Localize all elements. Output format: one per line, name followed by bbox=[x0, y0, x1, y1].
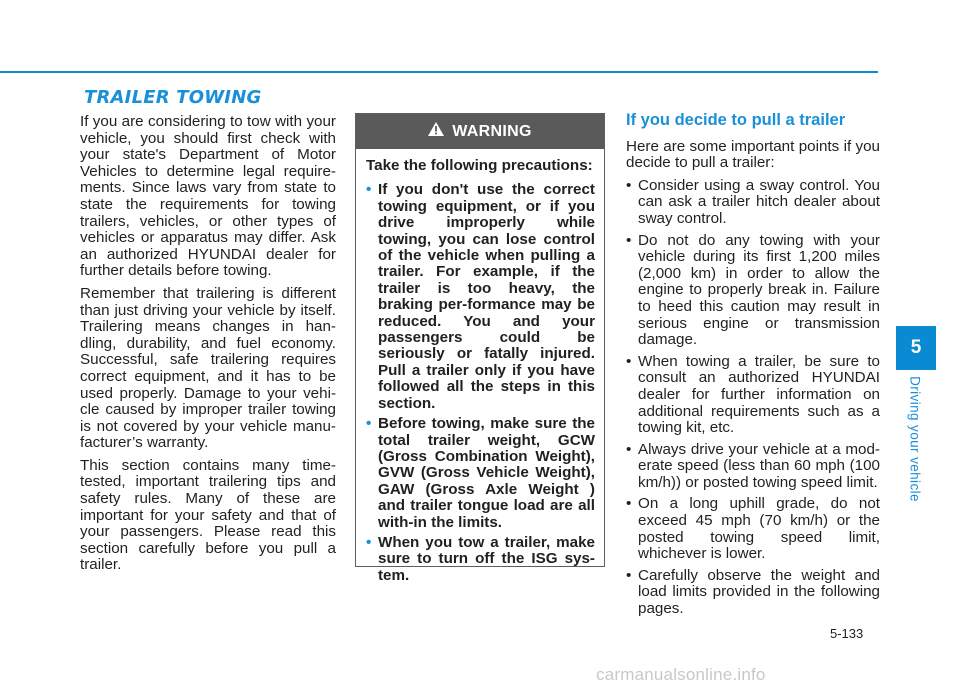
chapter-title: Driving your vehicle bbox=[907, 376, 923, 502]
page-number: 5-133 bbox=[830, 626, 864, 641]
warning-body bbox=[356, 149, 604, 584]
chapter-number-tab: 5 bbox=[896, 326, 936, 370]
intro-paragraph: If you are considering to tow with your vehicle, you should first check with your state's Department of Motor Vehicles to determine legal require-ments. Since laws vary from state to state the requirements for towing trailers, vehicles, or other types of vehicles or apparatus may differ. Ask an authorized HYUNDAI dealer for further details before towing. bbox=[80, 113, 336, 280]
warning-box bbox=[355, 113, 605, 584]
warning-item: • If you don't use the correct towing equipment, or if you drive improperly while towing, you can lose control of the vehicle when pulling a trailer. For example, if the trailer is too heavy, the braking per-formance may be reduced. You and your passengers could be seriously or fatally injured. Pull a trailer only if you have followed all the steps in this section. bbox=[366, 181, 595, 412]
section-title: TRAILER TOWING bbox=[84, 87, 262, 108]
warning-list bbox=[366, 182, 595, 584]
decide-item: • Do not do any towing with your vehicle during its first 1,200 miles (2,000 km) in order to allow the engine to properly break in. Failure to heed this caution may result in serious engine or transmission damage. bbox=[626, 231, 880, 349]
intro-paragraph: Remember that trailering is different than just driving your vehicle by itself. Trailering means changes in han-dling, durability, and fuel economy. Successful, safe trailering requires correct equipment, and it has to be used properly. Damage to your vehi-cle caused by improper trailer towing is not covered by your vehicle manu-facturer’s warranty. bbox=[80, 284, 336, 452]
decide-column bbox=[626, 112, 880, 623]
bullet-dot: • bbox=[366, 415, 372, 433]
decide-item: • Consider using a sway control. You can ask a trailer hitch dealer about sway control. bbox=[626, 176, 880, 227]
intro-column bbox=[80, 114, 336, 580]
decide-item: • Carefully observe the weight and load limits provided in the following pages. bbox=[626, 566, 880, 618]
warning-item: • When you tow a trailer, make sure to turn off the ISG sys-tem. bbox=[366, 533, 595, 584]
decide-item: • When towing a trailer, be sure to consult an authorized HYUNDAI dealer for further information on additional requirements such as a towing kit, etc. bbox=[626, 352, 880, 437]
decide-item: • On a long uphill grade, do not exceed 45 mph (70 km/h) or the posted towing speed limit, whichever is lower. bbox=[626, 495, 880, 563]
decide-list bbox=[626, 178, 880, 618]
warning-intro: Take the following precautions: bbox=[366, 157, 593, 174]
warning-label: WARNING bbox=[452, 122, 532, 140]
warning-item: • Before towing, make sure the total trailer weight, GCW (Gross Combination Weight), GVW (Gross Vehicle Weight), GAW (Gross Axle Weight ) and trailer tongue load are all with-in the limits. bbox=[366, 415, 595, 531]
bullet-dot: • bbox=[366, 181, 372, 199]
chapter-title-tab bbox=[898, 376, 932, 502]
intro-paragraph: This section contains many time-tested, important trailering tips and safety rules. Many of these are important for your safety and that of your passengers. Please read this section carefully before you pull a trailer. bbox=[80, 456, 336, 574]
decide-item: • Always drive your vehicle at a mod-erate speed (less than 60 mph (100 km/h)) or posted towing speed limit. bbox=[626, 440, 880, 491]
bullet-dot: • bbox=[366, 533, 372, 551]
decide-heading: If you decide to pull a trailer bbox=[626, 111, 846, 129]
watermark: carmanualsonline.info bbox=[596, 665, 766, 684]
warning-header bbox=[356, 114, 604, 149]
warning-triangle-icon bbox=[428, 122, 444, 141]
top-rule bbox=[0, 71, 878, 73]
decide-intro: Here are some important points if you decide to pull a trailer: bbox=[626, 137, 880, 172]
